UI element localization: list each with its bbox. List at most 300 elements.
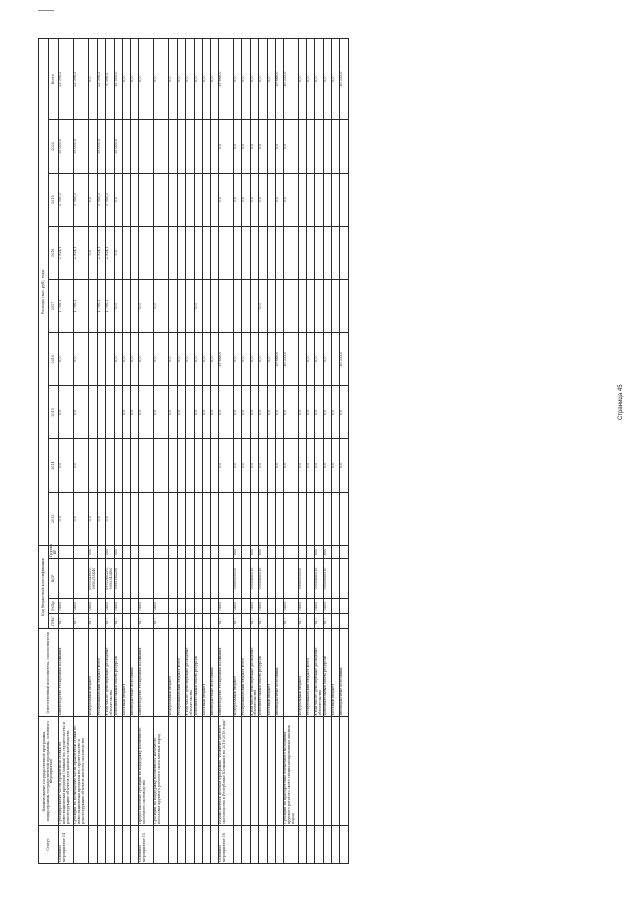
year-value-cell: 0,0 [139,333,154,386]
year-value-cell: 0,0 [242,439,250,492]
status-cell [298,825,306,863]
vr-cell: 800 [259,545,267,558]
total-cell: 39 666,0 [219,39,234,120]
responsible-cell: Министерство Республики Калмыкия [219,629,234,717]
name-cell: Субсидии на приобретение племенного молодняка крупного рогатого скота специализированных мясных пород [283,717,298,825]
grbs-cell [123,614,131,629]
year-value-cell: 0,0 [250,173,259,226]
total-cell: 0,0 [234,39,242,120]
csr-cell [267,558,275,598]
table-row [307,39,315,864]
year-value-cell [242,279,250,332]
page-number: Страница 45 [618,384,624,420]
year-value-cell: 2 924,1 [97,226,105,279]
year-value-cell [332,279,340,332]
header-year-2016: 2016 [49,333,59,386]
year-value-cell [259,492,267,545]
rzpr-cell [185,599,194,614]
status-cell: Основное мероприятие 15 [139,825,154,863]
total-cell: 0,0 [250,39,259,120]
vr-cell [59,545,74,558]
header-costs: Расходы (тыс. руб), годы [39,39,49,546]
total-cell: 0,0 [202,39,210,120]
year-value-cell: 0,0 [177,333,185,386]
year-value-cell: 0,0 [123,386,131,439]
csr-cell [219,558,234,598]
responsible-cell [283,629,298,717]
status-cell [89,825,98,863]
name-cell [89,717,98,825]
year-value-cell: 1 706,1 [106,279,115,332]
year-value-cell: 16 333,0 [283,333,298,386]
vr-cell: 800 [234,545,242,558]
year-value-cell: 0,0 [332,386,340,439]
year-value-cell: 1 706,1 [97,279,105,332]
name-cell [307,717,315,825]
year-value-cell: 0,0 [234,386,242,439]
year-value-cell: 0,0 [131,386,139,439]
year-value-cell: 0,0 [275,439,283,492]
year-value-cell: 0,0 [219,173,234,226]
name-cell: Ведомственная целевая программа "Развитие мясного скотоводства в Республике Калмыкия на 2016-2018 годы" [219,717,234,825]
year-value-cell: 0,0 [250,386,259,439]
rzpr-cell: 0405 [324,599,332,614]
year-value-cell [259,226,267,279]
year-value-cell [89,333,98,386]
table-row [169,39,177,864]
year-value-cell: 0,0 [169,333,177,386]
vr-cell [298,545,306,558]
year-value-cell: 3 768,3 [106,173,115,226]
csr-cell [340,558,348,598]
year-value-cell [131,173,139,226]
year-value-cell: 0,0 [154,279,169,332]
year-value-cell: 0,0 [307,386,315,439]
year-value-cell: 0,0 [114,333,122,386]
year-value-cell [202,120,210,173]
total-cell: 0,0 [154,39,169,120]
year-value-cell: 0,0 [298,386,306,439]
year-value-cell [123,120,131,173]
responsible-cell: Республиканский бюджет всего [242,629,250,717]
vr-cell [267,545,275,558]
csr-cell: 0950343830, 0950355440 [89,558,98,598]
header-vr: Группа ВР [48,544,57,557]
year-value-cell: 15 000,0 [114,120,122,173]
rzpr-cell [332,599,340,614]
name-cell [315,717,324,825]
year-value-cell: 0,0 [59,333,74,386]
year-value-cell [298,173,306,226]
year-value-cell [324,173,332,226]
year-value-cell: 0,0 [169,386,177,439]
total-cell: 0,0 [242,39,250,120]
rzpr-cell [267,599,275,614]
year-value-cell [177,439,185,492]
vr-cell [123,545,131,558]
csr-cell: 0950650510 [298,558,306,598]
year-value-cell: 0,0 [340,386,348,439]
rzpr-cell [340,599,348,614]
vr-cell: 800 [315,545,324,558]
total-cell: 23 398,5 [74,39,89,120]
year-value-cell [340,226,348,279]
year-value-cell: 3 768,3 [97,173,105,226]
table-row [283,39,298,864]
csr-cell [275,558,283,598]
year-value-cell [123,173,131,226]
status-cell [169,825,177,863]
year-value-cell [185,279,194,332]
vr-cell: 500 [106,545,115,558]
header-kbk: Код бюджетной классификации [39,545,49,628]
year-value-cell: 15 000,0 [59,120,74,173]
year-value-cell [139,120,154,173]
rzpr-cell [169,599,177,614]
grbs-cell [340,614,348,629]
name-cell: Субсидии на возмещение части процентной ставки по инвестиционным кредитам на строительство и реконструкцию объектов мясного скотоводства [74,717,89,825]
rzpr-cell [194,599,202,614]
csr-cell [131,558,139,598]
total-cell: 15 000,0 [114,39,122,120]
year-value-cell: 1 706,1 [74,279,89,332]
year-value-cell: 0,0 [234,333,242,386]
rotated-table-container [38,38,542,864]
year-value-cell [210,226,218,279]
year-value-cell: 0,0 [275,173,283,226]
table-row [106,39,115,864]
year-value-cell: 0,0 [89,173,98,226]
year-value-cell [210,279,218,332]
year-value-cell: 0,0 [315,333,324,386]
csr-cell: 0950650510 [234,558,242,598]
name-cell [298,717,306,825]
year-value-cell [340,279,348,332]
year-value-cell [315,226,324,279]
year-value-cell: 0,0 [74,333,89,386]
grbs-cell [242,614,250,629]
year-value-cell: 0,0 [283,120,298,173]
responsible-cell: Федеральный бюджет [169,629,177,717]
status-cell [114,825,122,863]
year-value-cell: 15 000,0 [97,120,105,173]
year-value-cell: 0,0 [307,439,315,492]
table-row [154,39,169,864]
responsible-cell: в том числе: действующие расходные обязательства [315,629,324,717]
year-value-cell [324,279,332,332]
grbs-cell: 617 [259,614,267,629]
year-value-cell: 1 706,1 [59,279,74,332]
budget-table [38,38,349,864]
csr-cell [185,558,194,598]
year-value-cell: 0,0 [74,492,89,545]
year-value-cell [131,226,139,279]
rzpr-cell [123,599,131,614]
status-cell [340,825,348,863]
vr-cell [340,545,348,558]
year-value-cell: 0,0 [259,173,267,226]
year-value-cell [283,226,298,279]
year-value-cell [332,226,340,279]
table-row [139,39,154,864]
table-row [332,39,340,864]
status-cell [202,825,210,863]
name-cell [97,717,105,825]
year-value-cell: 0,0 [185,333,194,386]
year-value-cell: 0,0 [275,120,283,173]
year-value-cell [298,279,306,332]
grbs-cell [177,614,185,629]
year-value-cell [106,120,115,173]
status-cell [267,825,275,863]
year-value-cell: 0,0 [97,492,105,545]
year-value-cell: 0,0 [139,386,154,439]
year-value-cell [154,173,169,226]
year-value-cell [185,439,194,492]
year-value-cell: 0,0 [59,492,74,545]
table-row [202,39,210,864]
year-value-cell [307,492,315,545]
year-value-cell: 0,0 [234,439,242,492]
year-value-cell [169,173,177,226]
year-value-cell [202,439,210,492]
year-value-cell: 0,0 [59,439,74,492]
total-cell: 0,0 [194,39,202,120]
total-cell: 0,0 [89,39,98,120]
year-value-cell: 0,0 [267,386,275,439]
rzpr-cell: 0405 [139,599,154,614]
total-cell: 0,0 [169,39,177,120]
name-cell [106,717,115,825]
year-value-cell [139,173,154,226]
year-value-cell: 0,0 [259,333,267,386]
responsible-cell: Местный бюджет [202,629,210,717]
status-cell [332,825,340,863]
vr-cell [202,545,210,558]
year-value-cell [114,492,122,545]
year-value-cell [332,492,340,545]
year-value-cell [169,492,177,545]
rzpr-cell: 0405 [250,599,259,614]
year-value-cell: 0,0 [267,333,275,386]
year-value-cell: 0,0 [242,386,250,439]
year-value-cell: 0,0 [242,173,250,226]
status-cell [283,825,298,863]
responsible-cell: Министерство Республики Калмыкия [59,629,74,717]
year-value-cell [315,120,324,173]
year-value-cell: 0,0 [114,279,122,332]
table-row [185,39,194,864]
status-cell [177,825,185,863]
status-cell [154,825,169,863]
name-cell: Субсидии на поддержку племенного маточного поголовья крупного рогатого скота мясных пород [154,717,169,825]
scan-mark [38,10,54,11]
year-value-cell: 0,0 [139,279,154,332]
year-value-cell [202,226,210,279]
vr-cell: 800 [250,545,259,558]
year-value-cell: 0,0 [59,386,74,439]
grbs-cell: 617 [89,614,98,629]
year-value-cell [324,226,332,279]
status-cell [185,825,194,863]
status-cell [275,825,283,863]
vr-cell: 500 [114,545,122,558]
total-cell: 0,0 [177,39,185,120]
responsible-cell: Республиканский бюджет всего [97,629,105,717]
csr-cell: 0950360250 [114,558,122,598]
year-value-cell [154,120,169,173]
grbs-cell [202,614,210,629]
total-cell: 8 398,5 [106,39,115,120]
vr-cell [139,545,154,558]
year-value-cell [275,279,283,332]
total-cell: 23 398,5 [97,39,105,120]
csr-cell [177,558,185,598]
responsible-cell: Федеральный бюджет [234,629,242,717]
rzpr-cell: 0405 [234,599,242,614]
grbs-cell: 617 [324,614,332,629]
year-value-cell: 0,0 [259,279,267,332]
csr-cell [169,558,177,598]
year-value-cell: 0,0 [114,226,122,279]
name-cell [332,717,340,825]
total-cell: 0,0 [307,39,315,120]
year-value-cell [177,173,185,226]
rzpr-cell: 0405 [74,599,89,614]
csr-cell [283,558,298,598]
grbs-cell: 617 [59,614,74,629]
responsible-cell: Местный бюджет [332,629,340,717]
responsible-cell: Внебюджетные источники [275,629,283,717]
status-cell [250,825,259,863]
year-value-cell: 0,0 [332,439,340,492]
name-cell [185,717,194,825]
vr-cell [242,545,250,558]
header-year-2015: 2015 [49,386,59,439]
year-value-cell [154,492,169,545]
year-value-cell: 0,0 [194,386,202,439]
year-value-cell [169,120,177,173]
name-cell [177,717,185,825]
name-cell [324,717,332,825]
status-cell [194,825,202,863]
year-value-cell [177,120,185,173]
csr-cell: 09508R0510 [315,558,324,598]
grbs-cell: 617 [283,614,298,629]
total-cell: 0,0 [123,39,131,120]
year-value-cell [185,120,194,173]
responsible-cell: Федеральный бюджет [89,629,98,717]
table-row [250,39,259,864]
status-cell [324,825,332,863]
responsible-cell: в том числе: действующие расходные обязательства [185,629,194,717]
year-value-cell [210,492,218,545]
total-cell: 16 333,0 [283,39,298,120]
year-value-cell: 0,0 [89,226,98,279]
year-value-cell [169,439,177,492]
vr-cell [185,545,194,558]
csr-cell: 09508R0510 [259,558,267,598]
name-cell [340,717,348,825]
grbs-cell: 617 [298,614,306,629]
csr-cell [154,558,169,598]
year-value-cell: 0,0 [283,173,298,226]
rzpr-cell: 0405 [106,599,115,614]
year-value-cell [139,226,154,279]
year-value-cell: 0,0 [242,120,250,173]
responsible-cell [154,629,169,717]
year-value-cell [123,279,131,332]
table-row [259,39,267,864]
grbs-cell [194,614,202,629]
table-row [315,39,324,864]
year-value-cell: 0,0 [74,386,89,439]
grbs-cell [169,614,177,629]
total-cell: 16 333,0 [340,39,348,120]
grbs-cell: 617 [74,614,89,629]
csr-cell [202,558,210,598]
year-value-cell [202,492,210,545]
year-value-cell: 3 768,3 [59,173,74,226]
status-cell [123,825,131,863]
year-value-cell [340,120,348,173]
csr-cell: 09508R0510 [324,558,332,598]
year-value-cell [131,120,139,173]
year-value-cell [131,439,139,492]
table-body [59,39,349,864]
year-value-cell [283,279,298,332]
year-value-cell [89,439,98,492]
vr-cell [283,545,298,558]
total-cell: 0,0 [298,39,306,120]
responsible-cell: дополнительный объем ресурсов [194,629,202,717]
document-sheet [38,38,542,864]
total-cell: 0,0 [267,39,275,120]
responsible-cell: Местный бюджет [267,629,275,717]
year-value-cell: 0,0 [219,386,234,439]
responsible-cell: Министерство Республики Калмыкия [139,629,154,717]
vr-cell: 800 [324,545,332,558]
year-value-cell [154,439,169,492]
rzpr-cell: 0405 [89,599,98,614]
year-value-cell [267,279,275,332]
year-value-cell: 0,0 [340,439,348,492]
year-value-cell: 0,0 [74,439,89,492]
header-total: Всего [49,39,59,120]
year-value-cell: 0,0 [315,386,324,439]
responsible-cell: Местный бюджет [123,629,131,717]
year-value-cell: 0,0 [250,333,259,386]
grbs-cell: 617 [250,614,259,629]
responsible-cell: в том числе: действующие расходные обязательства [250,629,259,717]
name-cell [267,717,275,825]
grbs-cell: 617 [139,614,154,629]
year-value-cell [275,492,283,545]
year-value-cell [123,492,131,545]
name-cell: Предоставление субсидий на поддержку племенного молочного скотоводства [139,717,154,825]
vr-cell [154,545,169,558]
year-value-cell: 0,0 [250,120,259,173]
rzpr-cell [202,599,210,614]
status-cell: Основное мероприятие 14 [59,825,74,863]
grbs-cell [332,614,340,629]
header-year-2019: 2019 [49,173,59,226]
year-value-cell: 39 666,0 [219,333,234,386]
year-value-cell [298,120,306,173]
year-value-cell: 0,0 [89,492,98,545]
responsible-cell: Федеральный бюджет [298,629,306,717]
year-value-cell [332,120,340,173]
